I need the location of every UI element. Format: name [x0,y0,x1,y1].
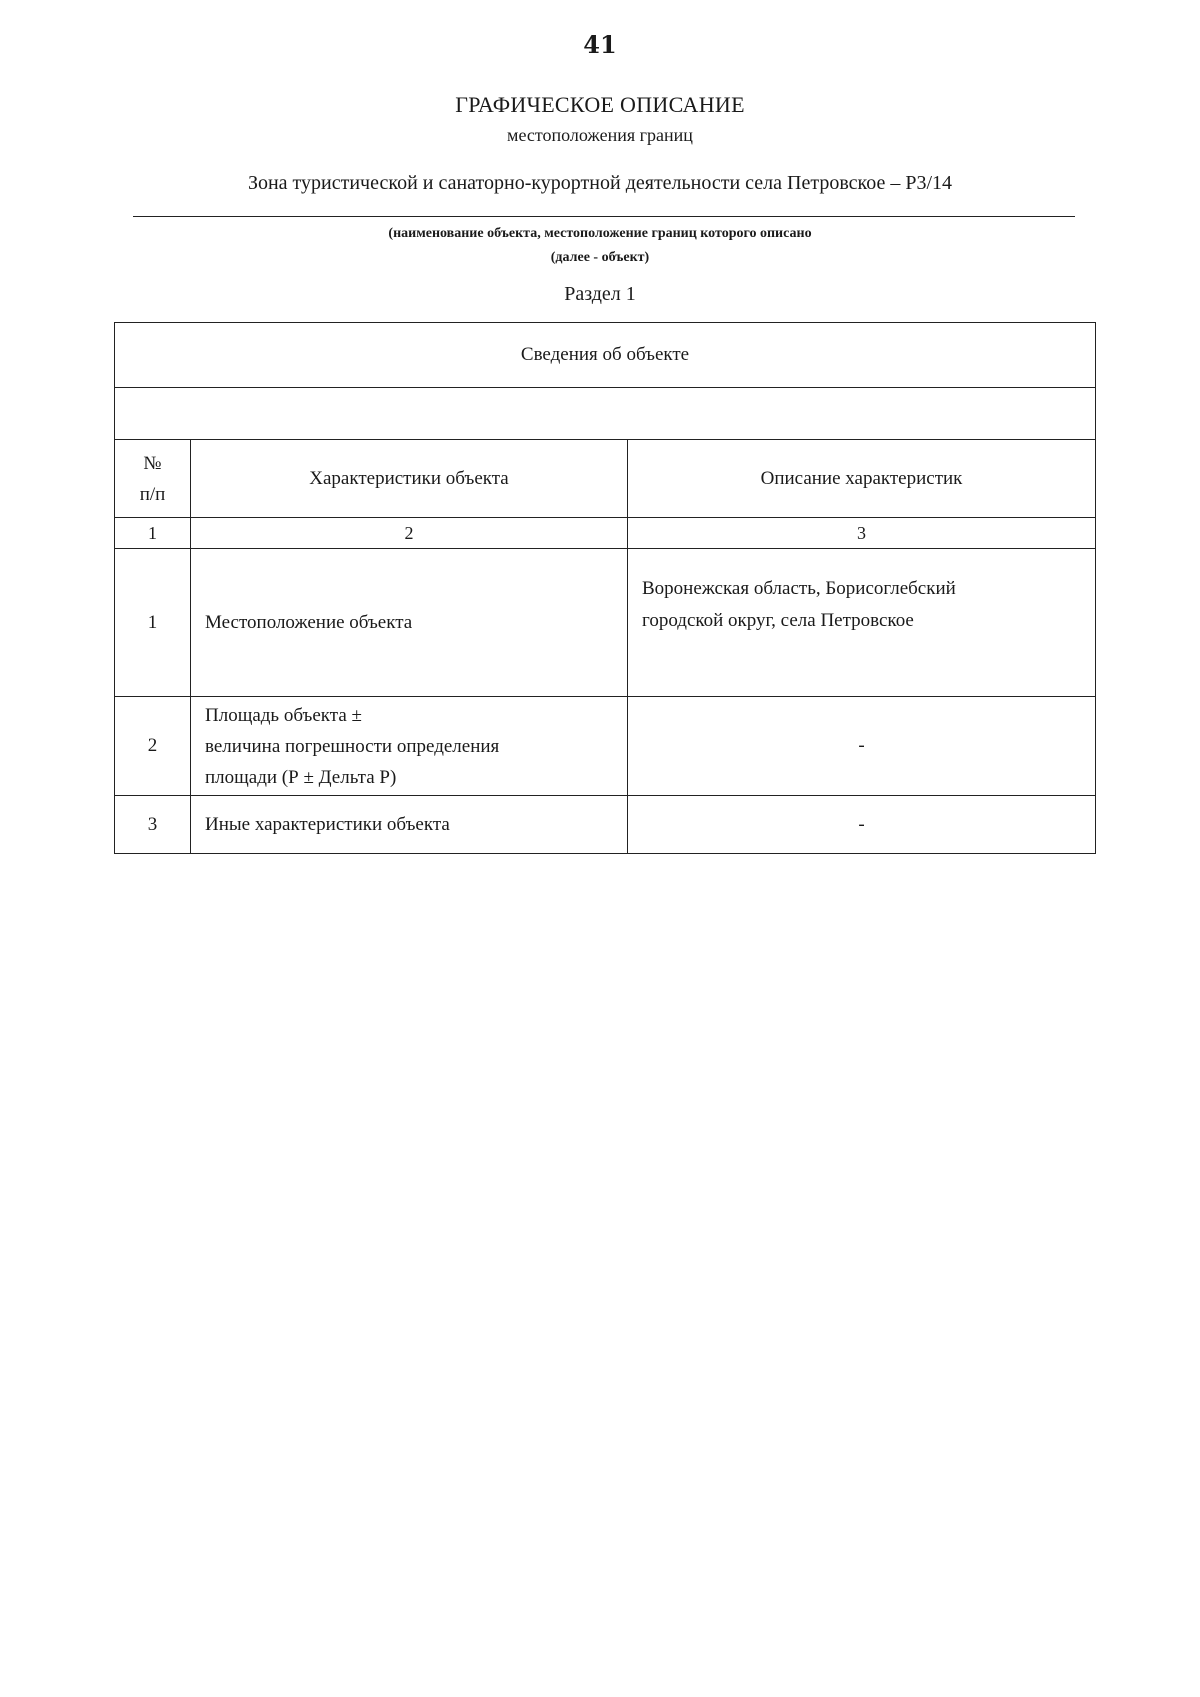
characteristic-line-2: величина погрешности определения [205,735,500,757]
row-characteristic [191,697,628,796]
row-number: 1 [115,549,191,697]
row-description: - [628,697,1096,796]
document-title: ГРАФИЧЕСКОЕ ОПИСАНИЕ [455,92,745,117]
header-num-symbol: № [143,452,162,474]
row-number: 3 [115,796,191,854]
row-description [628,549,1096,697]
characteristic-line-1: Площадь объекта ± [205,704,362,726]
column-number-3: 3 [628,518,1096,549]
table-header-row [115,440,1096,518]
row-description: - [628,796,1096,854]
object-name: Зона туристической и санаторно-курортной деятельности села Петровское – Р3/14 [247,172,953,194]
table-column-numbers-row [115,518,1096,549]
table-row [115,697,1096,796]
table-title-row [115,323,1096,388]
header-num-cell [115,440,191,518]
object-name-caption [0,222,1200,270]
characteristic-line-3: площади (Р ± Дельта Р) [205,766,397,788]
table-row [115,549,1096,697]
column-number-2: 2 [191,518,628,549]
header-characteristics: Характеристики объекта [191,440,628,518]
object-name-underline [133,216,1075,217]
header-num-label: п/п [139,483,166,505]
description-line-2: городской округ, села Петровское [642,610,914,631]
table-empty-row [115,388,1096,440]
row-characteristic: Иные характеристики объекта [191,796,628,854]
caption-line-2: (далее - объект) [550,250,650,265]
table-title: Сведения об объекте [115,323,1096,388]
row-number: 2 [115,697,191,796]
section-label: Раздел 1 [564,283,636,305]
row-characteristic: Местоположение объекта [191,549,628,697]
column-number-1: 1 [115,518,191,549]
document-subtitle: местоположения границ [507,125,693,145]
table-row [115,796,1096,854]
header-description: Описание характеристик [628,440,1096,518]
caption-line-1: (наименование объекта, местоположение границ которого описано [388,226,812,241]
page-number: 41 [583,30,617,59]
empty-cell [115,388,1096,440]
description-line-1: Воронежская область, Борисоглебский [642,578,956,599]
object-info-table [114,322,1096,854]
